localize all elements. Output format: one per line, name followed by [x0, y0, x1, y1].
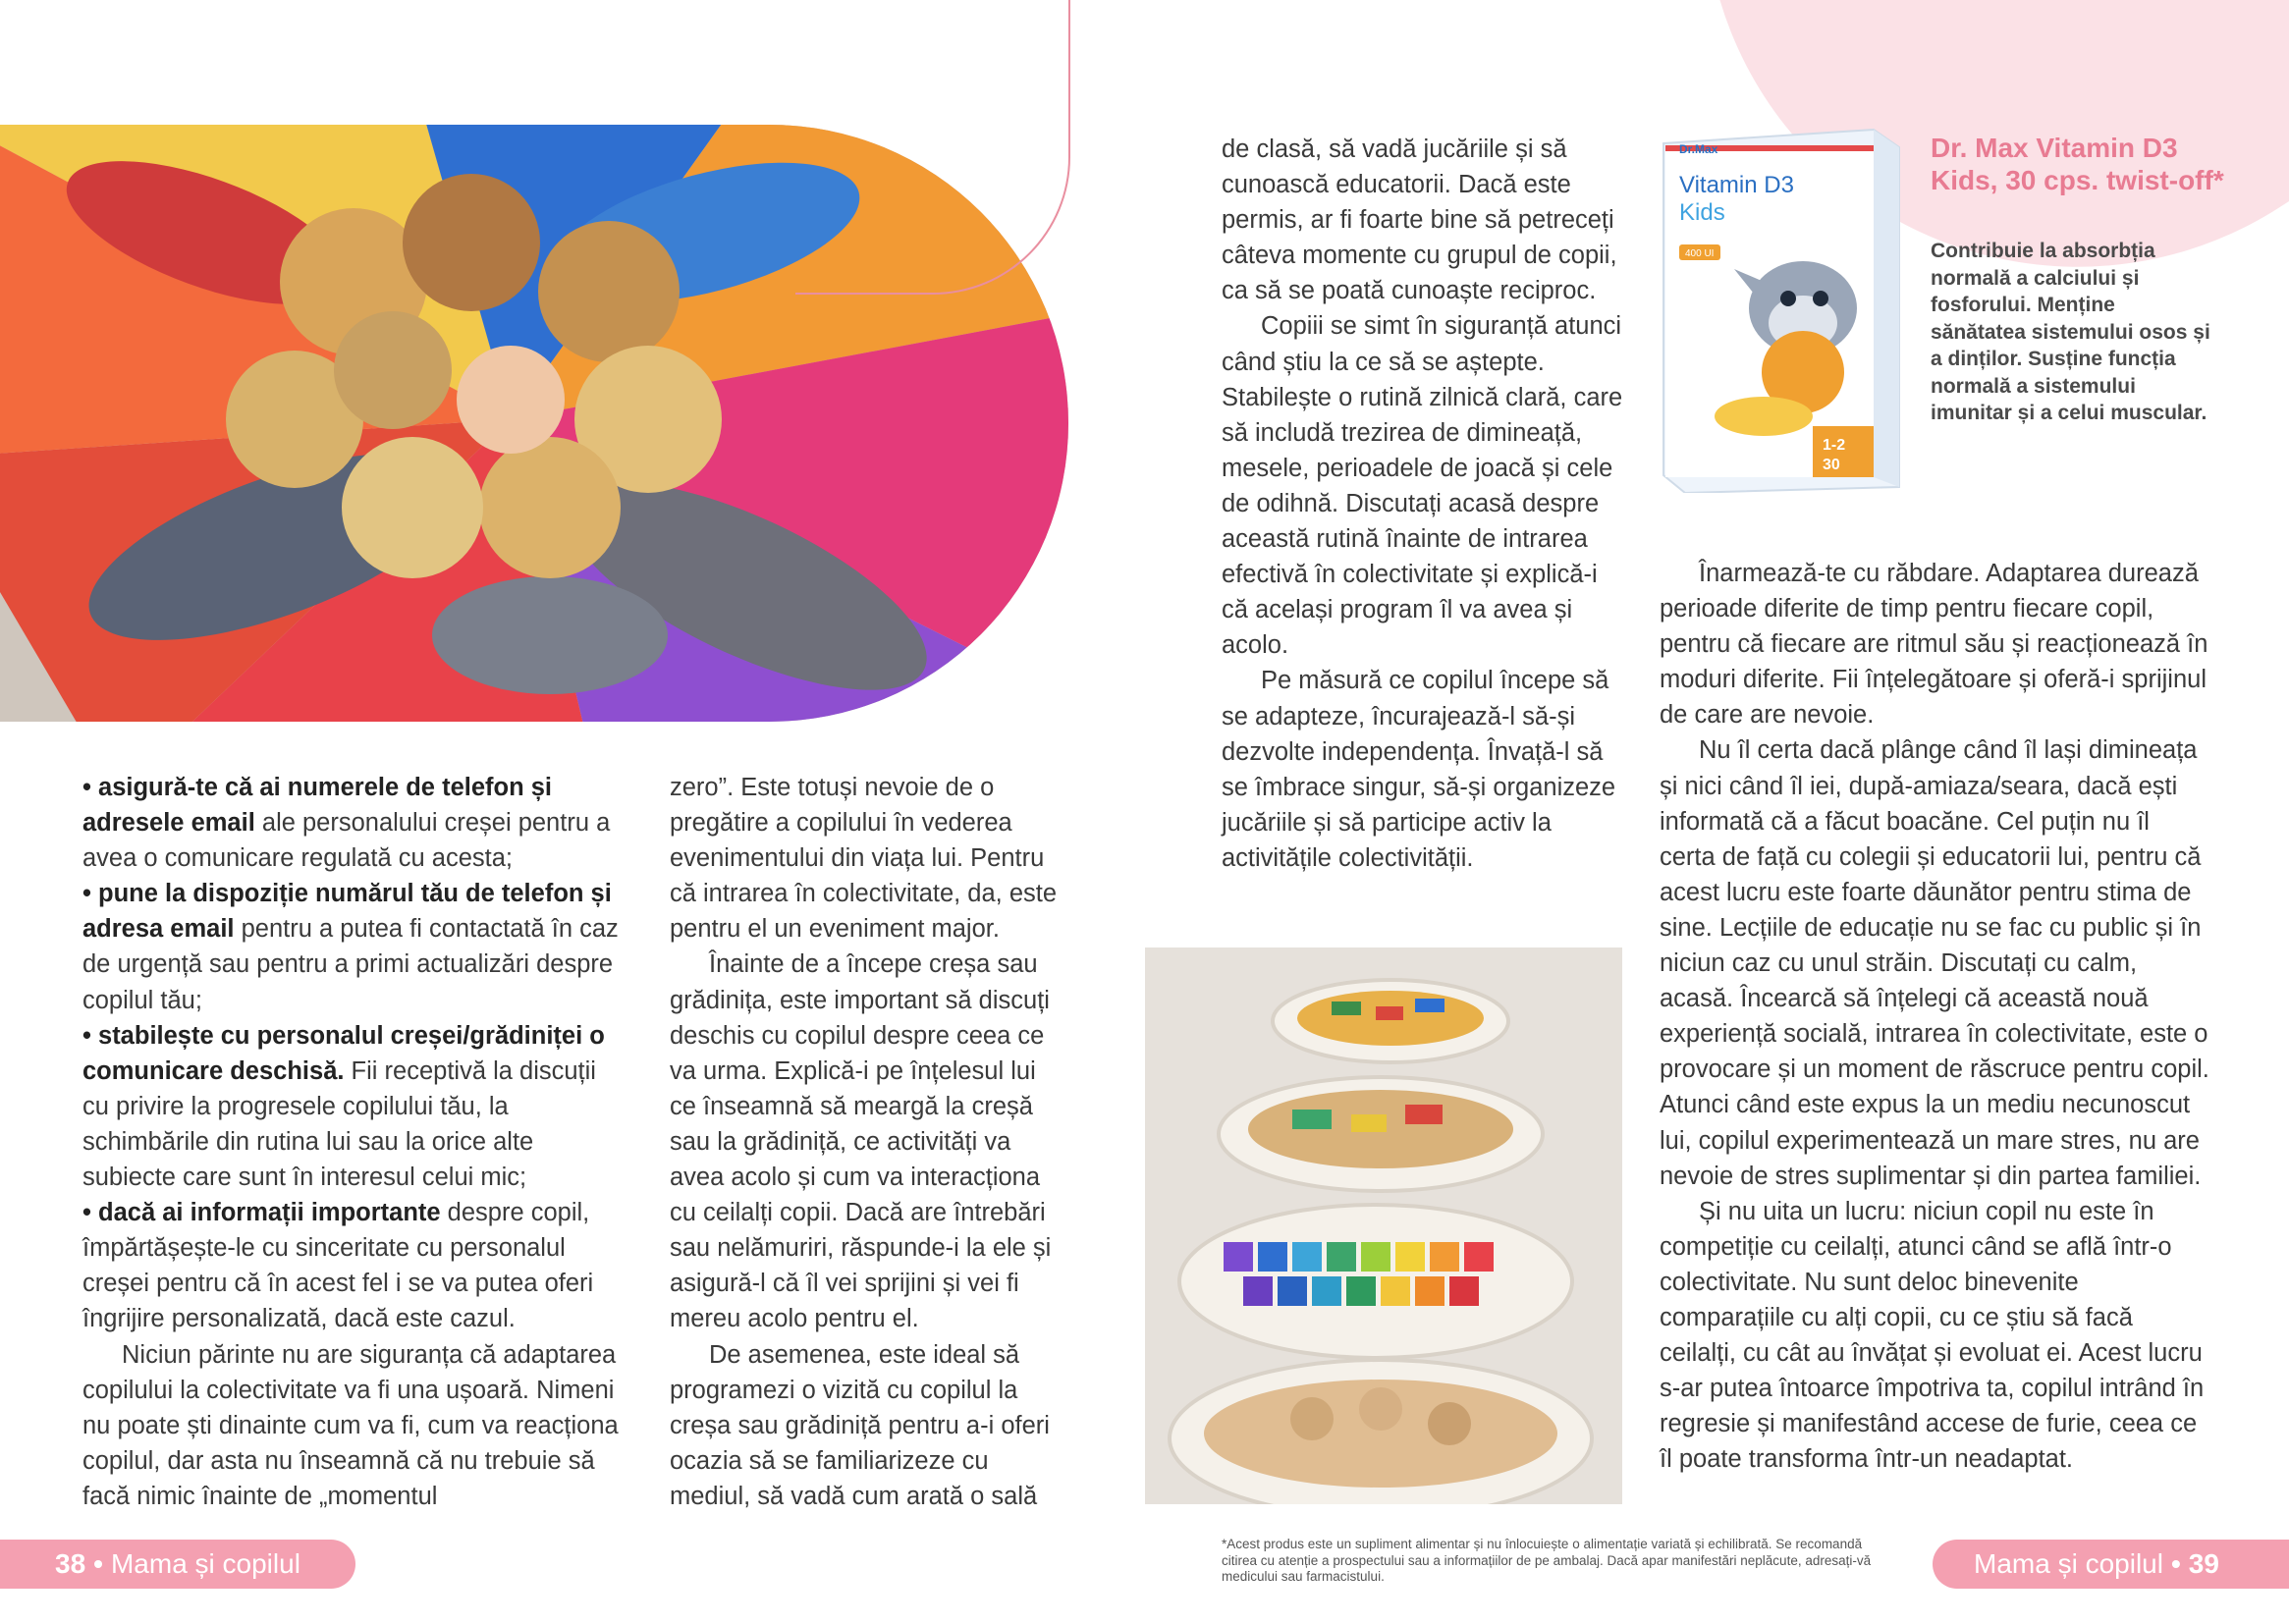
box-brand: Dr.Max	[1679, 142, 1718, 156]
paragraph: Nu îl certa dacă plânge când îl lași dimineața și nici când îl iei, după-amiaza/seara, dacă ești informată că a făcut boacăne. Cel puțin nu îl certa de față cu colegii și educatorii lui, pentru că acest lucru este foarte dăunător pentru stima de sine. Lecțiile de educație nu se fac cu public și în niciun caz cu unul străin. Discutați cu calm, acasă. Încearcă să înțelegi că această nouă experiență socială, intrarea în colectivitate, este o provocare și un moment de răscruce pentru copil. Atunci când este expus la un mediu necunoscut lui, copilul experimentează un mare stres, nu are nevoie de stres suplimentar și din partea familiei.	[1660, 736, 2209, 1190]
article-column-4	[1660, 556, 2209, 1477]
box-name-line1: Vitamin D3	[1679, 172, 1794, 198]
article-column-3	[1222, 132, 1624, 876]
product-description: Contribuie la absorbția normală a calciului și fosforului. Menține sănătatea sistemului osos și a dinților. Susține funcția normală a sistemului imunitar și a celui muscular.	[1931, 240, 2210, 424]
bullet-open-communication: • stabilește cu personalul creșei/grădiniței o comunicare deschisă. Fii receptivă la discuții cu privire la progresele copilului tău, la schimbările din rutina lui sau la orice alte subiecte care sunt în interesul celui mic;	[82, 1021, 605, 1192]
box-dose: 400 UI	[1685, 248, 1715, 259]
paragraph: Niciun părinte nu are siguranța că adaptarea copilului la colectivitate va fi una ușoară. Nimeni nu poate ști dinainte cum va fi, cum va reacționa copilul, dar asta nu înseamnă că nu trebuie să facă nimic înainte de „momentul	[82, 1340, 619, 1510]
bullet-your-phone: • pune la dispoziție numărul tău de telefon și adresa email pentru a putea fi contactată în caz de urgență sau pentru a primi actualizări despre copilul tău;	[82, 880, 619, 1014]
paragraph: Și nu uita un lucru: niciun copil nu este în competiție cu ceilalți, atunci când se află într-o colectivitate. Nu sunt deloc binevenite comparațiile cu alți copii, cu ce știu să facă ceilalți, cu cât au învățat și evoluat ei. Acest lucru s-ar putea întoarce împotriva ta, copilul intrând în regresie și manifestând accese de furie, ceea ce îl poate transforma într-un neadaptat.	[1660, 1197, 2205, 1474]
product-box-image	[1656, 122, 1903, 493]
paragraph: de clasă, să vadă jucăriile și să cunoască educatorii. Dacă este permis, ar fi foarte bine să petreceți câteva momente cu grupul de copii, ca să se poată cunoaște reciproc.	[1222, 135, 1617, 305]
product-title: Dr. Max Vitamin D3 Kids, 30 cps. twist-off*	[1931, 133, 2224, 195]
box-name-line2: Kids	[1679, 199, 1725, 226]
page-footer-right	[1933, 1540, 2289, 1589]
bullet-phone-numbers: • asigură-te că ai numerele de telefon și adresele email ale personalului creșei pentru a avea o comunicare regulată cu acesta;	[82, 774, 611, 873]
paragraph: zero”. Este totuși nevoie de o pregătire a copilului în vederea evenimentului din viața lui. Pentru că intrarea în colectivitate, da, este pentru el un eveniment major.	[670, 774, 1058, 944]
box-count: 30	[1823, 457, 1840, 473]
box-age: 1-2	[1823, 437, 1846, 454]
supplement-footnote: *Acest produs este un supliment alimentar și nu înlocuiește o alimentație variată și echilibrată. Se recomandă citirea cu atenție a prospectului sau a informațiilor de pe ambalaj. Dacă apar manifestări neplăcute, adresați-vă medicului sau farmacistului.	[1222, 1537, 1872, 1584]
toy-baskets-photo	[1145, 947, 1622, 1504]
decorative-line	[795, 0, 1070, 295]
paragraph: Înarmează-te cu răbdare. Adaptarea durează perioade diferite de timp pentru fiecare copil, pentru că fiecare are ritmul său și reacționează în moduri diferite. Fii înțelegătoare și oferă-i sprijinul de care are nevoie.	[1660, 560, 2208, 730]
paragraph: Pe măsură ce copilul începe să se adapteze, încurajează-l să-și dezvolte independența. Învață-l să se îmbrace singur, să-și organizeze jucăriile și să participe activ la activitățile colectivității.	[1222, 667, 1616, 872]
magazine-title: Mama și copilul	[1974, 1548, 2163, 1579]
page-footer-left	[0, 1540, 355, 1589]
article-column-1	[82, 770, 628, 1514]
paragraph: Copiii se simt în siguranță atunci când știu la ce să se aștepte. Stabilește o rutină zilnică clară, care să includă trezirea de dimineață, mesele, perioadele de joacă și cele de odihnă. Discutați acasă despre această rutină înainte de intrarea efectivă în colectivitate și explică-i că același program îl va avea și acolo.	[1222, 312, 1623, 660]
separator-dot: •	[2170, 1548, 2181, 1579]
separator-dot: •	[93, 1548, 103, 1579]
paragraph: Înainte de a începe creșa sau grădinița, este important să discuți deschis cu copilul despre ceea ce va urma. Explică-i pe înțelesul lui ce înseamnă să meargă la creșă sau la grădiniță, ce activități va avea acolo și cum va interacționa cu ceilalți copii. Dacă are întrebări sau nelămuriri, răspunde-i la ele și asigură-l că îl vei sprijini și vei fi mereu acolo pentru el.	[670, 950, 1052, 1333]
bullet-important-info: • dacă ai informații importante despre copil, împărtășește-le cu sinceritate cu personalul creșei pentru că în acest fel i se va putea oferi îngrijire personalizată, dacă este cazul.	[82, 1199, 594, 1333]
page-number: 38	[55, 1548, 86, 1579]
page-number: 39	[2188, 1548, 2219, 1579]
article-column-2	[670, 770, 1063, 1514]
magazine-title: Mama și copilul	[110, 1548, 300, 1579]
paragraph: De asemenea, este ideal să programezi o vizită cu copilul la creșa sau grădiniță pentru a-i oferi ocazia să se familiarizeze cu mediul, să vadă cum arată o sală	[670, 1340, 1050, 1510]
